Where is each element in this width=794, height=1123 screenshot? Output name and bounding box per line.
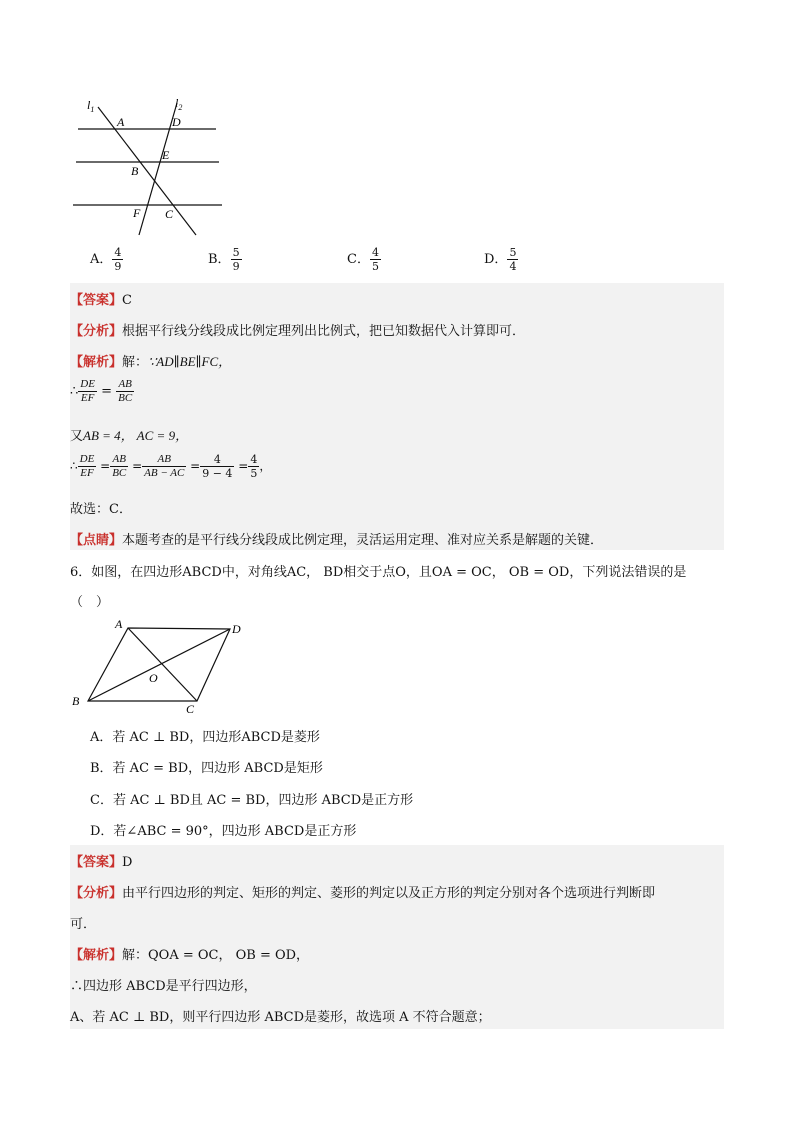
svg-text:l1: $l_1$ [87, 98, 95, 114]
svg-text:l2: $l_2$ [175, 96, 183, 112]
q6-analysis-cont: 可． [70, 917, 97, 932]
q5-solution: 【解析】解：∵AD∥BE∥FC， [70, 354, 232, 370]
option-d[interactable]: D． $\frac{5}{4}$ [484, 246, 517, 273]
q5-chain: ∴ $\frac{DE}{EF}$ = $\frac{AB}{BC}$ = $\frac{AB}{AB - AC}$ = $\frac{4}{9 - 4}$ = $\frac{4}{5}$ ， [70, 453, 272, 480]
q6-analysis: 【分析】由平行四边形的判定、矩形的判定、菱形的判定以及正方形的判定分别对各个选项进行判断即 [70, 886, 656, 901]
q5-comment: 【点睛】本题考查的是平行线分线段成比例定理，灵活运用定理、准对应关系是解题的关键． [70, 533, 604, 548]
q6-option-d[interactable]: D．若∠ABC = 90°，四边形 ABCD是正方形 [90, 824, 357, 839]
q5-choose: 故选：C． [70, 502, 132, 517]
q6-option-a[interactable]: A．若 AC ⊥ BD，四边形ABCD是菱形 [90, 730, 320, 745]
q6-option-b[interactable]: B．若 AC = BD，四边形 ABCD是矩形 [90, 761, 323, 776]
q6-solution-line2: ∴四边形 ABCD是平行四边形， [70, 979, 257, 994]
transversal-l1 [98, 107, 196, 235]
parallel-lines-figure [70, 95, 230, 245]
q6-paren: （ ） [70, 595, 110, 610]
option-c[interactable]: C． $\frac{4}{5}$ [347, 246, 379, 273]
diagonal-ac [128, 628, 197, 701]
q6-solution: 【解析】解：QOA = OC， OB = OD， [70, 948, 310, 963]
point-A-label: A [117, 115, 125, 129]
q6-answer: 【答案】D [70, 855, 133, 870]
point-O-label: O [149, 671, 158, 685]
q5-given: 又AB = 4， AC = 9， [70, 428, 189, 444]
q6-solution-block [70, 845, 724, 1029]
vertex-C-label: C [186, 702, 195, 715]
vertex-B-label: B [72, 694, 80, 708]
vertex-A-label: A [115, 617, 123, 631]
point-D-label: D [172, 115, 181, 129]
point-E-label: E [162, 148, 170, 162]
diagonal-bd [88, 629, 230, 701]
q5-ratio: ∴ $\frac{DE}{EF}$ = $\frac{AB}{BC}$ [70, 378, 133, 404]
q6-solution-line3: A、若 AC ⊥ BD，则平行四边形 ABCD是菱形，故选项 A 不符合题意； [70, 1010, 491, 1025]
point-B-label: B [131, 164, 139, 178]
parallelogram-figure [70, 615, 260, 715]
option-b[interactable]: B． $\frac{5}{9}$ [208, 246, 240, 273]
q6-option-c[interactable]: C．若 AC ⊥ BD且 AC = BD，四边形 ABCD是正方形 [90, 793, 414, 808]
option-a[interactable]: A． $\frac{4}{9}$ [90, 246, 122, 273]
vertex-D-label: D [232, 622, 241, 636]
point-F-label: F [133, 206, 141, 220]
q6-stem: 6．如图，在四边形ABCD中，对角线AC， BD相交于点O，且OA = OC， OB = OD，下列说法错误的是 [70, 565, 687, 580]
point-C-label: C [165, 207, 174, 221]
q5-analysis: 【分析】根据平行线分线段成比例定理列出比例式，把已知数据代入计算即可． [70, 324, 526, 339]
q5-answer: 【答案】C [70, 293, 132, 308]
